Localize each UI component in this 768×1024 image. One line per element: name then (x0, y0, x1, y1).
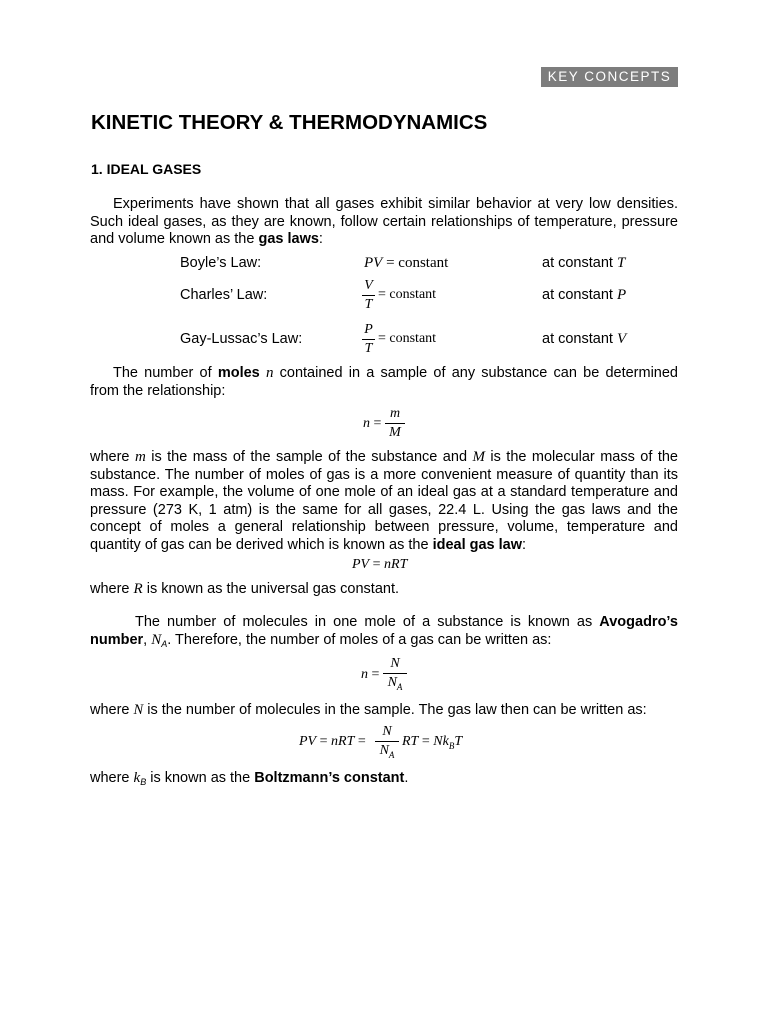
law-equals: = constant (378, 287, 437, 302)
gas-constant-paragraph: where R is known as the universal gas constant. (90, 581, 400, 597)
law-condition: at constant T (542, 255, 626, 271)
page-title: KINETIC THEORY & THERMODYNAMICS (91, 111, 488, 134)
moles-term: moles (217, 365, 260, 381)
law-condition: at constant P (542, 287, 627, 303)
avogadro-term: Avogadro’s number (90, 614, 678, 648)
law-fraction: P T (362, 322, 375, 357)
moles-paragraph: The number of moles n contained in a sample of any substance can be determined from the relationship: (90, 365, 678, 399)
law-name: Gay-Lussac’s Law: (180, 331, 303, 347)
law-condition: at constant V (542, 331, 627, 347)
ideal-gas-law-term: ideal gas law (432, 536, 523, 553)
law-name: Boyle’s Law: (180, 255, 262, 271)
avogadro-fraction: N $N_A$ (383, 656, 407, 691)
molecules-paragraph: where N is the number of molecules in the sample. The gas law then can be written as: (90, 702, 647, 718)
law-fraction: V T (362, 278, 375, 313)
law-formula: PV = constant (364, 255, 449, 271)
key-concepts-tag: KEY CONCEPTS (541, 67, 678, 87)
section-heading: 1. IDEAL GASES (91, 161, 202, 177)
ideal-gas-equation: PV = nRT (352, 557, 408, 572)
moles-fraction: m M (385, 406, 405, 441)
boltzmann-term: Boltzmann’s constant (254, 770, 405, 786)
intro-paragraph: Experiments have shown that all gases exhibit similar behavior at very low densities. Such ideal gases, as they are known, follow certain relationships of temperature, pressure and volume known as the gas laws: (90, 196, 678, 247)
law-name: Charles’ Law: (180, 287, 268, 303)
law-equals: = constant (378, 331, 437, 346)
avogadro-paragraph: The number of molecules in one mole of a substance is known as Avogadro’s number, $N_A$. Therefore, the number of moles of a gas can be written as: (90, 614, 678, 649)
molar-mass-paragraph: where m is the mass of the sample of the substance and M is the molecular mass of the substance. The number of moles of gas is a more convenient measure of quantity than its mass. For example, the volume of one mole of an ideal gas at a standard temperature and pressure (273 K, 1 atm) is the same for all gases, 22.4 L. Using the gas laws and the concept of moles a general relationship between pressure, volume, temperature and quantity of gas can be derived which is known as the ideal gas law: (90, 449, 678, 553)
gas-law-fraction: N $N_A$ (375, 724, 399, 759)
boltzmann-paragraph: where $k_B$ is known as the Boltzmann’s constant. (90, 770, 409, 787)
gas-laws-term: gas laws (258, 231, 319, 247)
